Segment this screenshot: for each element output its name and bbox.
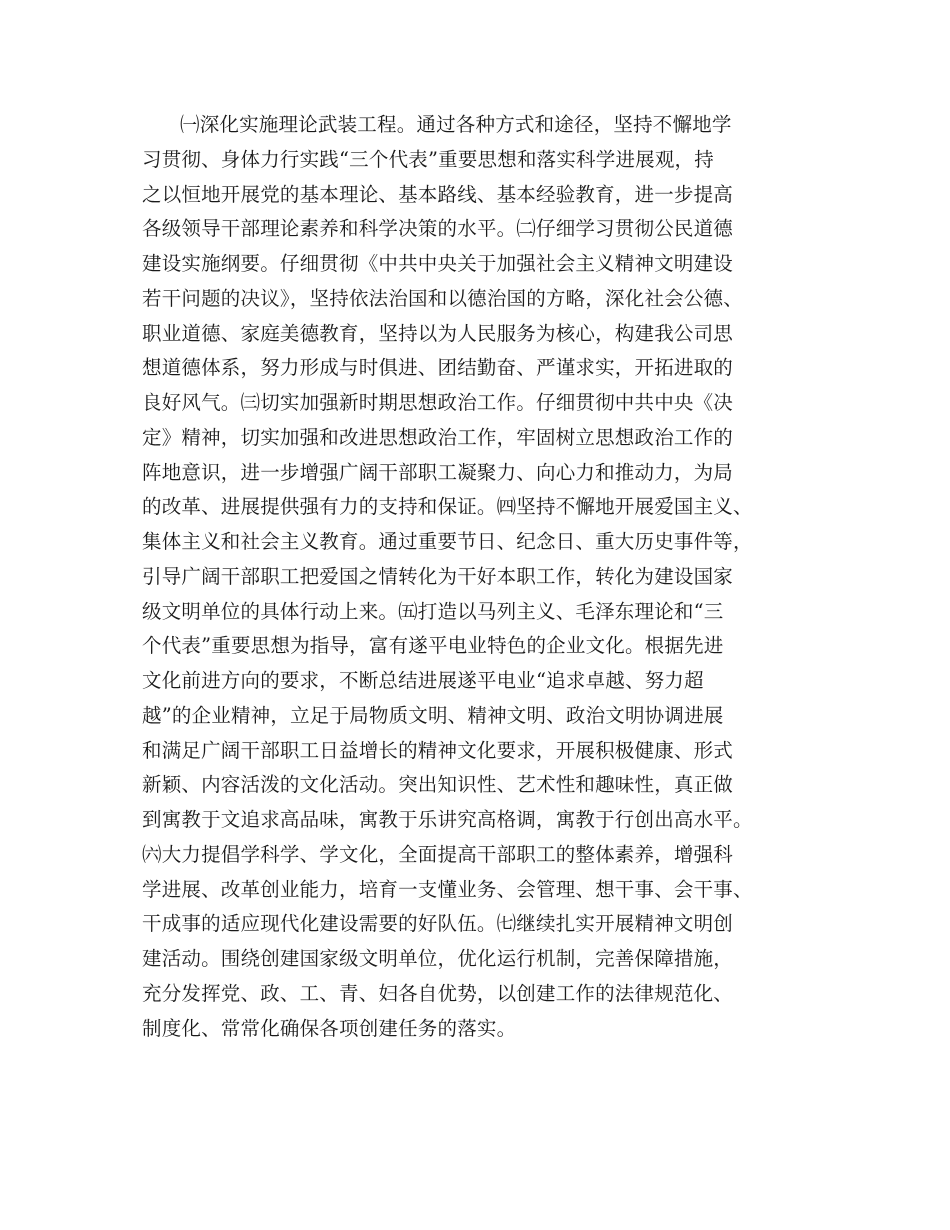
paragraph-line: 引导广阔干部职工把爱国之情转化为干好本职工作，转化为建设国家 xyxy=(142,564,734,588)
paragraph-line: 习贯彻、身体力行实践“三个代表”重要思想和落实科学进展观，持 xyxy=(142,147,714,171)
paragraph-line: ㈥大力提倡学科学、学文化，全面提高干部职工的整体素养，增强科 xyxy=(142,842,734,866)
paragraph-line: 若干问题的决议》，坚持依法治国和以德治国的方略，深化社会公德、 xyxy=(142,286,743,310)
paragraph-line: 级文明单位的具体行动上来。㈤打造以马列主义、毛泽东理论和“三 xyxy=(142,599,724,623)
paragraph-line: 干成事的适应现代化建设需要的好队伍。㈦继续扎实开展精神文明创 xyxy=(142,912,734,936)
paragraph-line: 的改革、进展提供强有力的支持和保证。㈣坚持不懈地开展爱国主义、 xyxy=(142,495,753,519)
paragraph-line: 文化前进方向的要求，不断总结进展遂平电业“追求卓越、努力超 xyxy=(142,669,704,692)
paragraph-line: 学进展、改革创业能力，培育一支懂业务、会管理、想干事、会干事、 xyxy=(142,877,753,901)
paragraph-line: 集体主义和社会主义教育。通过重要节日、纪念日、重大历史事件等， xyxy=(142,530,753,553)
paragraph-line: 之以恒地开展党的基本理论、基本路线、基本经验教育，进一步提高 xyxy=(142,182,734,206)
paragraph-line: 各级领导干部理论素养和科学决策的水平。㈡仔细学习贯彻公民道德 xyxy=(142,217,734,241)
paragraph-line: 个代表”重要思想为指导，富有遂平电业特色的企业文化。根据先进 xyxy=(142,634,724,658)
body-paragraph xyxy=(142,108,822,1046)
paragraph-line: 新颖、内容活泼的文化活动。突出知识性、艺术性和趣味性，真正做 xyxy=(142,773,734,797)
paragraph-line: 想道德体系，努力形成与时俱进、团结勤奋、严谨求实，开拓进取的 xyxy=(142,356,734,380)
paragraph-line: 建活动。围绕创建国家级文明单位，优化运行机制，完善保障措施， xyxy=(142,947,734,970)
paragraph-line: 到寓教于文追求高品味，寓教于乐讲究高格调，寓教于行创出高水平。 xyxy=(142,808,753,831)
paragraph-line: 制度化、常常化确保各项创建任务的落实。 xyxy=(142,1016,517,1040)
paragraph-line: 职业道德、家庭美德教育，坚持以为人民服务为核心，构建我公司思 xyxy=(142,321,734,345)
paragraph-line: 建设实施纲要。仔细贯彻《中共中央关于加强社会主义精神文明建设 xyxy=(142,252,734,275)
paragraph-line: 和满足广阔干部职工日益增长的精神文化要求，开展积极健康、形式 xyxy=(142,738,734,762)
paragraph-line: ㈠深化实施理论武装工程。通过各种方式和途径，坚持不懈地学 xyxy=(180,113,732,136)
paragraph-line: 充分发挥党、政、工、青、妇各自优势，以创建工作的法律规范化、 xyxy=(142,981,734,1005)
paragraph-line: 阵地意识，进一步增强广阔干部职工凝聚力、向心力和推动力，为局 xyxy=(142,460,734,484)
paragraph-line: 越”的企业精神，立足于局物质文明、精神文明、政治文明协调进展 xyxy=(142,703,724,727)
paragraph-line: 定》精神，切实加强和改进思想政治工作，牢固树立思想政治工作的 xyxy=(142,425,734,449)
paragraph-line: 良好风气。㈢切实加强新时期思想政治工作。仔细贯彻中共中央《决 xyxy=(142,391,734,414)
